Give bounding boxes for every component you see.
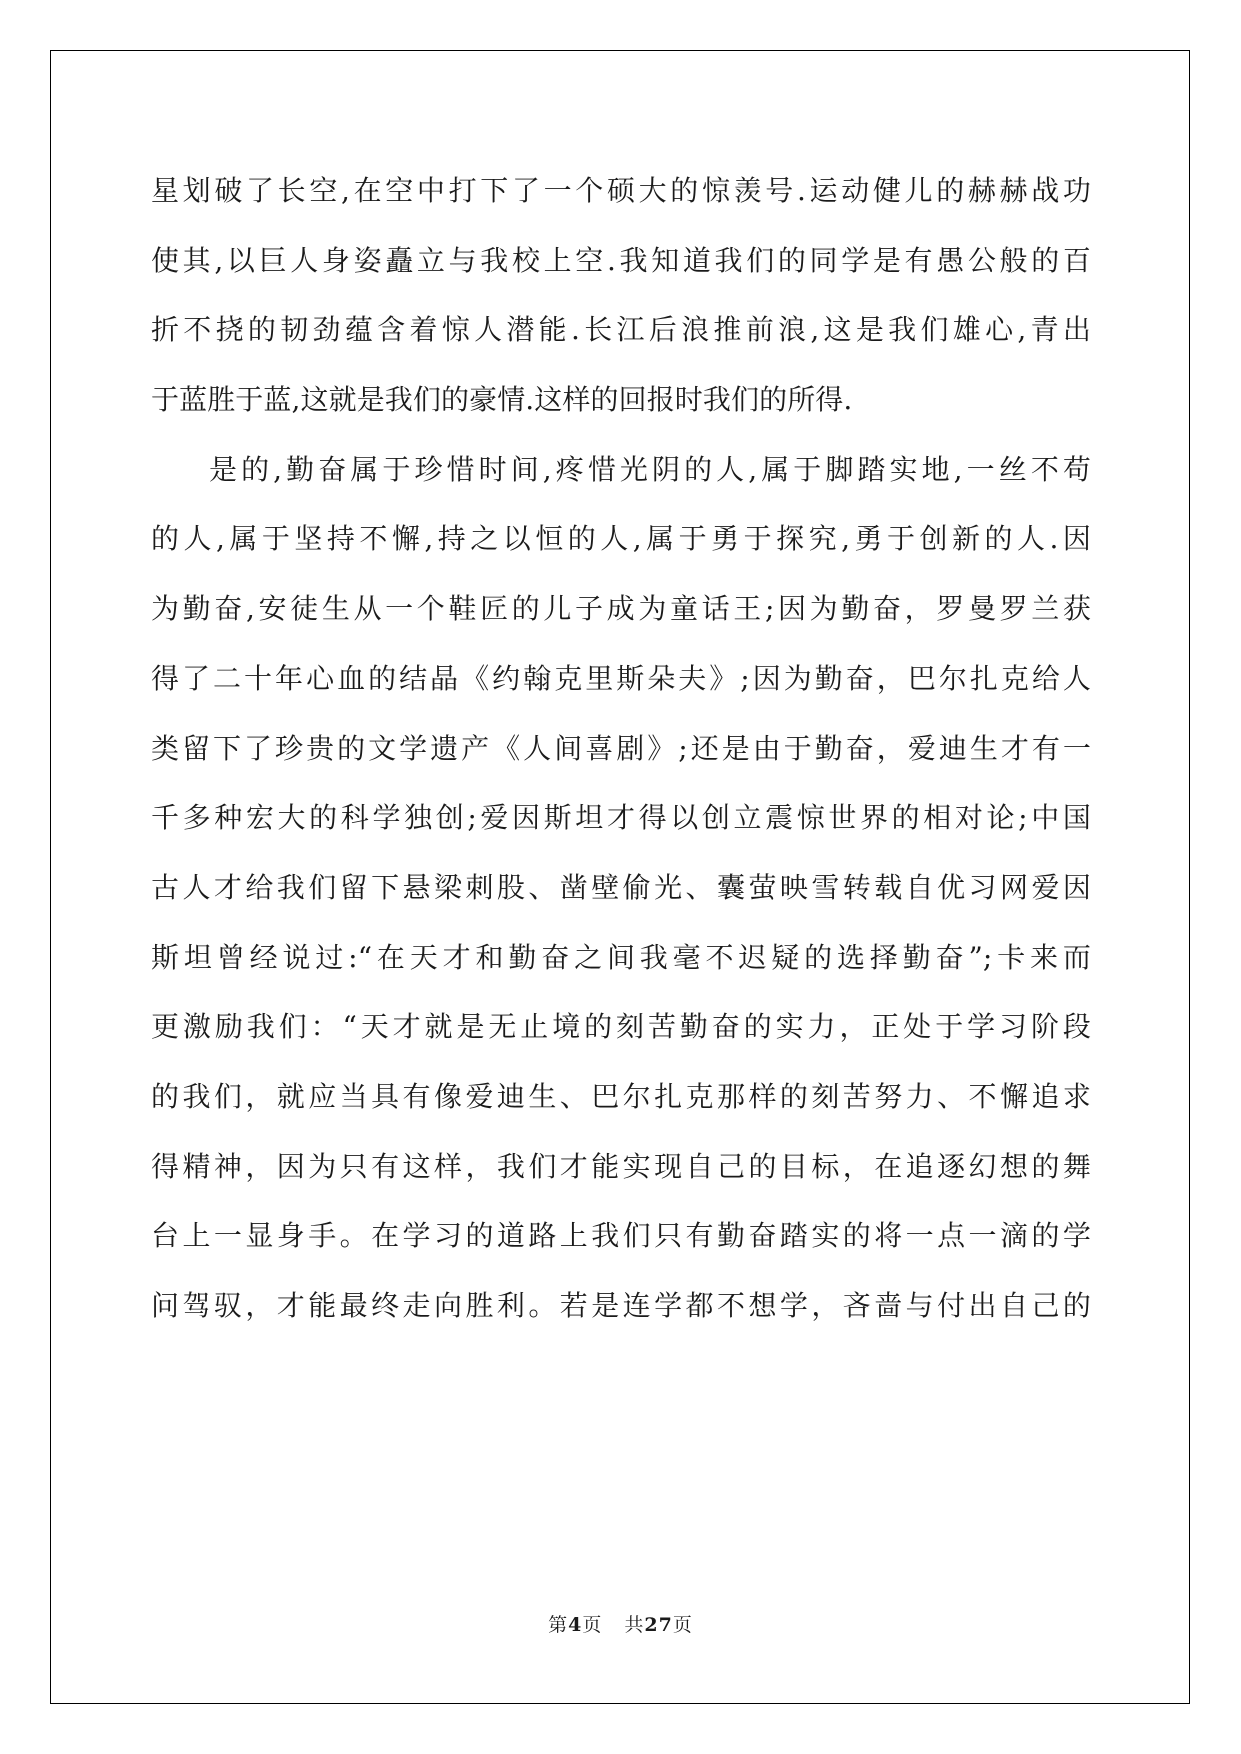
page-label-prefix: 第 xyxy=(548,1614,569,1636)
text-line: 更激励我们：“天才就是无止境的刻苦勤奋的实力，正处于学习阶段 xyxy=(151,1010,1091,1044)
text-line: 得了二十年心血的结晶《约翰克里斯朵夫》;因为勤奋，巴尔扎克给人 xyxy=(151,661,1091,695)
text-line: 类留下了珍贵的文学遗产《人间喜剧》;还是由于勤奋，爱迪生才有一 xyxy=(151,731,1091,765)
total-label-suffix: 页 xyxy=(672,1614,693,1636)
page-number: 4 xyxy=(568,1614,583,1636)
total-label-prefix: 共 xyxy=(624,1614,645,1636)
text-line: 得精神，因为只有这样，我们才能实现自己的目标，在追逐幻想的舞 xyxy=(151,1149,1091,1183)
text-line: 古人才给我们留下悬梁刺股、凿壁偷光、囊萤映雪转载自优习网爱因 xyxy=(151,870,1091,904)
text-line: 使其,以巨人身姿矗立与我校上空.我知道我们的同学是有愚公般的百 xyxy=(151,243,1091,277)
paragraph-first-line: 是的,勤奋属于珍惜时间,疼惜光阴的人,属于脚踏实地,一丝不苟 xyxy=(209,452,1091,486)
text-line: 于蓝胜于蓝,这就是我们的豪情.这样的回报时我们的所得. xyxy=(151,383,853,417)
text-line: 问驾驭，才能最终走向胜利。若是连学都不想学，吝啬与付出自己的 xyxy=(151,1289,1091,1322)
text-line: 星划破了长空,在空中打下了一个硕大的惊羡号.运动健儿的赫赫战功 xyxy=(151,174,1091,207)
text-line: 折不挠的韧劲蕴含着惊人潜能.长江后浪推前浪,这是我们雄心,青出 xyxy=(151,313,1091,347)
document-body xyxy=(151,156,1091,1341)
text-line: 斯坦曾经说过:“在天才和勤奋之间我毫不迟疑的选择勤奋”;卡来而 xyxy=(151,940,1091,974)
text-line: 台上一显身手。在学习的道路上我们只有勤奋踏实的将一点一滴的学 xyxy=(151,1219,1091,1253)
text-line: 千多种宏大的科学独创;爱因斯坦才得以创立震惊世界的相对论;中国 xyxy=(151,801,1091,835)
text-line: 的我们，就应当具有像爱迪生、巴尔扎克那样的刻苦努力、不懈追求 xyxy=(151,1079,1091,1113)
total-pages: 27 xyxy=(644,1614,673,1636)
text-line: 为勤奋,安徒生从一个鞋匠的儿子成为童话王;因为勤奋，罗曼罗兰获 xyxy=(151,592,1091,626)
page-label-suffix: 页 xyxy=(582,1614,603,1636)
text-line: 的人,属于坚持不懈,持之以恒的人,属于勇于探究,勇于创新的人.因 xyxy=(151,522,1091,556)
page-footer xyxy=(0,1610,1241,1637)
